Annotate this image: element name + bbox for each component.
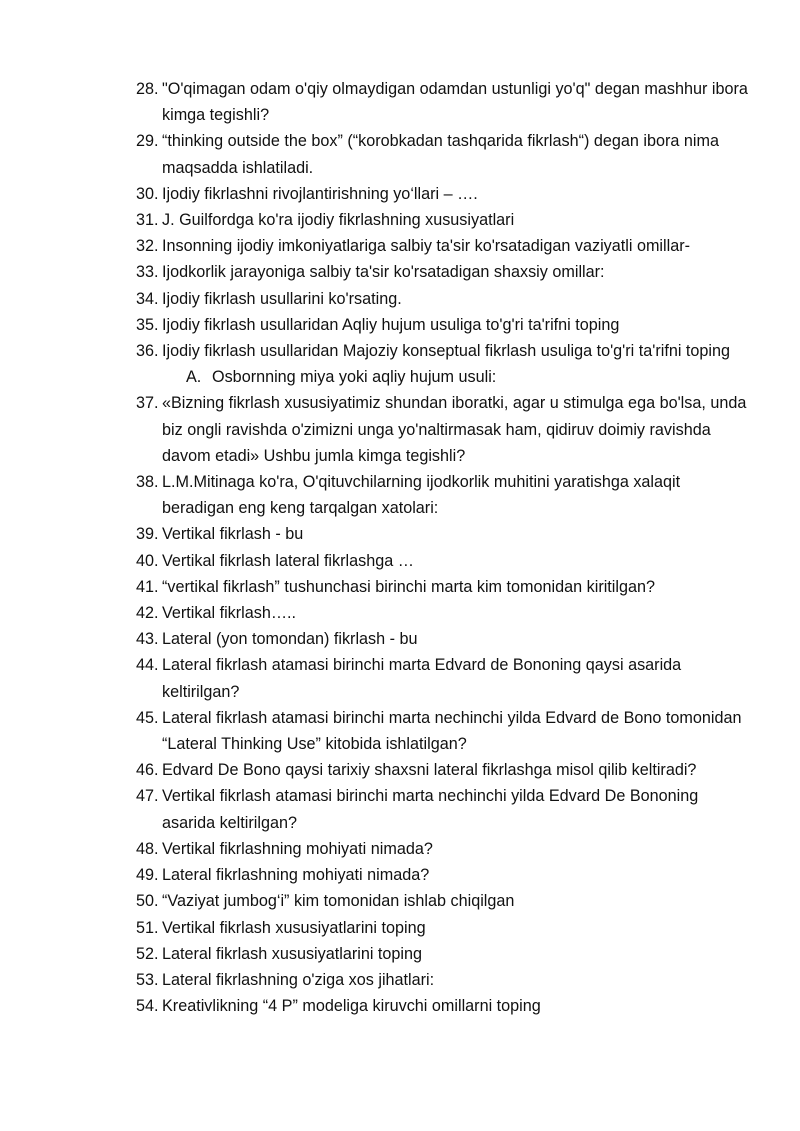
sub-list-item xyxy=(136,364,748,390)
question-number: 47. xyxy=(136,787,159,806)
question-text: Ijodiy fikrlash usullarini ko'rsating. xyxy=(162,289,402,308)
question-number: 37. xyxy=(136,394,159,413)
question-item xyxy=(136,233,748,259)
question-text: Vertikal fikrlash - bu xyxy=(162,525,304,544)
question-item xyxy=(136,626,748,652)
question-item xyxy=(136,338,748,364)
question-item xyxy=(136,574,748,600)
question-number: 50. xyxy=(136,892,159,911)
question-text: “vertikal fikrlash” tushunchasi birinchi marta kim tomonidan kiritilgan? xyxy=(162,577,656,596)
question-item xyxy=(136,128,748,180)
question-number: 51. xyxy=(136,918,159,937)
question-text: Ijodiy fikrlash usullaridan Majoziy konseptual fikrlash usuliga to'g'ri ta'rifni toping xyxy=(162,342,731,361)
sub-item-text: Osbornning miya yoki aqliy hujum usuli: xyxy=(212,368,497,387)
question-item xyxy=(136,469,748,521)
question-item xyxy=(136,548,748,574)
question-number: 45. xyxy=(136,708,159,727)
question-text: Lateral fikrlashning o'ziga xos jihatlari: xyxy=(162,970,435,989)
question-text: Edvard De Bono qaysi tarixiy shaxsni lateral fikrlashga misol qilib keltiradi? xyxy=(162,761,697,780)
question-number: 46. xyxy=(136,761,159,780)
question-number: 35. xyxy=(136,315,159,334)
question-text: Vertikal fikrlash lateral fikrlashga … xyxy=(162,551,414,570)
question-text: Insonning ijodiy imkoniyatlariga salbiy ta'sir ko'rsatadigan vaziyatli omillar- xyxy=(162,237,691,256)
question-item xyxy=(136,259,748,285)
question-number: 44. xyxy=(136,656,159,675)
question-number: 48. xyxy=(136,839,159,858)
question-text: J. Guilfordga ko'ra ijodiy fikrlashning xususiyatlari xyxy=(162,211,515,230)
question-number: 33. xyxy=(136,263,159,282)
question-item xyxy=(136,390,748,469)
question-text: Lateral fikrlash atamasi birinchi marta nechinchi yilda Edvard de Bono tomonidan “Lateral Thinking Use” kitobida ishlatilgan? xyxy=(162,708,742,754)
question-item xyxy=(136,783,748,835)
question-item xyxy=(136,286,748,312)
question-text: Lateral fikrlashning mohiyati nimada? xyxy=(162,866,430,885)
question-item xyxy=(136,652,748,704)
question-number: 42. xyxy=(136,604,159,623)
question-item xyxy=(136,941,748,967)
question-text: "O'qimagan odam o'qiy olmaydigan odamdan ustunligi yo'q" degan mashhur ibora kimga tegishli? xyxy=(162,80,748,125)
question-number: 28. xyxy=(136,80,159,98)
question-item xyxy=(136,757,748,783)
question-item xyxy=(136,312,748,338)
question-item xyxy=(136,862,748,888)
question-number: 43. xyxy=(136,630,159,649)
sub-item-letter: A. xyxy=(186,368,202,387)
question-item xyxy=(136,967,748,993)
question-number: 31. xyxy=(136,211,159,230)
question-number: 41. xyxy=(136,577,159,596)
question-item xyxy=(136,915,748,941)
question-text: Vertikal fikrlash atamasi birinchi marta nechinchi yilda Edvard De Bononing asarida keltirilgan? xyxy=(162,787,699,832)
question-number: 53. xyxy=(136,970,159,989)
question-text: Ijodiy fikrlashni rivojlantirishning yo‘llari – …. xyxy=(162,184,478,203)
question-text: «Bizning fikrlash xususiyatimiz shundan iboratki, agar u stimulga ega bo'lsa, unda biz ongli ravishda o'zimizni unga yo'naltirmasak ham, qidiruv doimiy ravishda davom etadi» Ushbu jumla kimga tegishli? xyxy=(162,394,747,465)
question-text: Lateral fikrlash xususiyatlarini toping xyxy=(162,944,423,963)
question-item xyxy=(136,181,748,207)
question-item xyxy=(136,521,748,547)
question-text: “Vaziyat jumbog‘i” kim tomonidan ishlab chiqilgan xyxy=(162,892,515,911)
question-item xyxy=(136,76,748,128)
question-number: 52. xyxy=(136,944,159,963)
question-number: 36. xyxy=(136,342,159,361)
question-number: 29. xyxy=(136,132,159,151)
question-text: Kreativlikning “4 P” modeliga kiruvchi omillarni toping xyxy=(162,997,541,1016)
question-text: L.M.Mitinaga ko'ra, O'qituvchilarning ijodkorlik muhitini yaratishga xalaqit beradigan eng keng tarqalgan xatolari: xyxy=(162,473,681,518)
question-text: “thinking outside the box” (“korobkadan tashqarida fikrlash“) degan ibora nima maqsadda ishlatiladi. xyxy=(162,132,719,177)
question-number: 38. xyxy=(136,473,159,492)
question-list xyxy=(136,76,748,1019)
question-text: Vertikal fikrlash xususiyatlarini toping xyxy=(162,918,426,937)
question-text: Vertikal fikrlash….. xyxy=(162,604,297,623)
question-item xyxy=(136,600,748,626)
question-number: 30. xyxy=(136,184,159,203)
question-text: Lateral fikrlash atamasi birinchi marta Edvard de Bononing qaysi asarida keltirilgan? xyxy=(162,656,682,701)
question-text: Lateral (yon tomondan) fikrlash - bu xyxy=(162,630,418,649)
question-number: 34. xyxy=(136,289,159,308)
question-number: 54. xyxy=(136,997,159,1016)
question-number: 49. xyxy=(136,866,159,885)
question-text: Ijodiy fikrlash usullaridan Aqliy hujum usuliga to'g'ri ta'rifni toping xyxy=(162,315,620,334)
question-item xyxy=(136,836,748,862)
question-item xyxy=(136,705,748,757)
question-text: Vertikal fikrlashning mohiyati nimada? xyxy=(162,839,433,858)
question-number: 39. xyxy=(136,525,159,544)
question-item xyxy=(136,207,748,233)
question-number: 32. xyxy=(136,237,159,256)
question-number: 40. xyxy=(136,551,159,570)
question-item xyxy=(136,993,748,1019)
question-item xyxy=(136,888,748,914)
question-text: Ijodkorlik jarayoniga salbiy ta'sir ko'rsatadigan shaxsiy omillar: xyxy=(162,263,605,282)
